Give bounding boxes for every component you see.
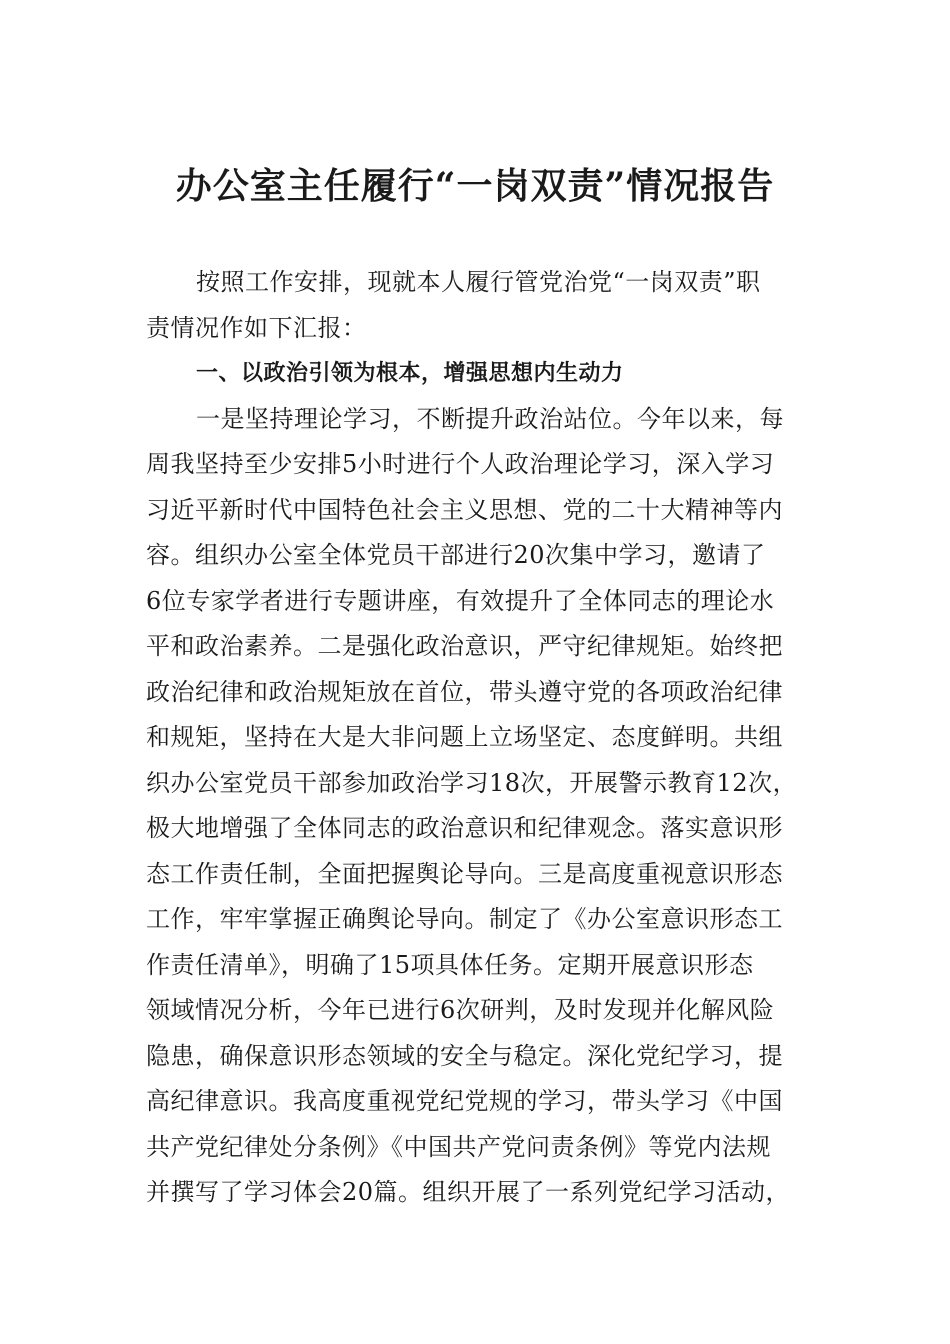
paragraph-line: 并撰写了学习体会20篇。组织开展了一系列党纪学习活动， bbox=[146, 1178, 791, 1206]
section-heading: 一、以政治引领为根本，增强思想内生动力 bbox=[196, 361, 624, 386]
paragraph-line: 6位专家学者进行专题讲座，有效提升了全体同志的理论水 bbox=[146, 586, 775, 615]
paragraph-line: 政治纪律和政治规矩放在首位，带头遵守党的各项政治纪律 bbox=[146, 677, 783, 706]
paragraph-line: 周我坚持至少安排5小时进行个人政治理论学习，深入学习 bbox=[146, 450, 775, 478]
document-title: 办公室主任履行“一岗双责”情况报告 bbox=[175, 165, 775, 207]
document-body bbox=[146, 260, 821, 1216]
paragraph-line: 领域情况分析，今年已进行6次研判，及时发现并化解风险 bbox=[146, 996, 775, 1024]
paragraph-line: 共产党纪律处分条例》《中国共产党问责条例》等党内法规 bbox=[146, 1132, 771, 1161]
paragraph-line: 态工作责任制，全面把握舆论导向。三是高度重视意识形态 bbox=[146, 859, 783, 888]
paragraph-line: 按照工作安排，现就本人履行管党治党“一岗双责”职 bbox=[196, 268, 761, 296]
paragraph-line: 织办公室党员干部参加政治学习18次，开展警示教育12次， bbox=[146, 768, 798, 797]
paragraph-line: 一是坚持理论学习，不断提升政治站位。今年以来，每 bbox=[196, 404, 784, 433]
paragraph-line: 平和政治素养。二是强化政治意识，严守纪律规矩。始终把 bbox=[146, 632, 783, 660]
paragraph-line: 极大地增强了全体同志的政治意识和纪律观念。落实意识形 bbox=[146, 814, 783, 842]
paragraph-line: 作责任清单》，明确了15项具体任务。定期开展意识形态 bbox=[146, 950, 754, 979]
paragraph-line: 高纪律意识。我高度重视党纪党规的学习，带头学习《中国 bbox=[146, 1087, 783, 1115]
paragraph-line: 习近平新时代中国特色社会主义思想、党的二十大精神等内 bbox=[146, 495, 783, 524]
paragraph-line: 责情况作如下汇报： bbox=[146, 313, 367, 342]
paragraph-line: 隐患，确保意识形态领域的安全与稳定。深化党纪学习，提 bbox=[146, 1041, 783, 1070]
paragraph-line: 工作，牢牢掌握正确舆论导向。制定了《办公室意识形态工 bbox=[146, 905, 783, 933]
paragraph-line: 和规矩，坚持在大是大非问题上立场坚定、态度鲜明。共组 bbox=[146, 723, 783, 751]
paragraph-line: 容。组织办公室全体党员干部进行20次集中学习，邀请了 bbox=[146, 541, 766, 569]
